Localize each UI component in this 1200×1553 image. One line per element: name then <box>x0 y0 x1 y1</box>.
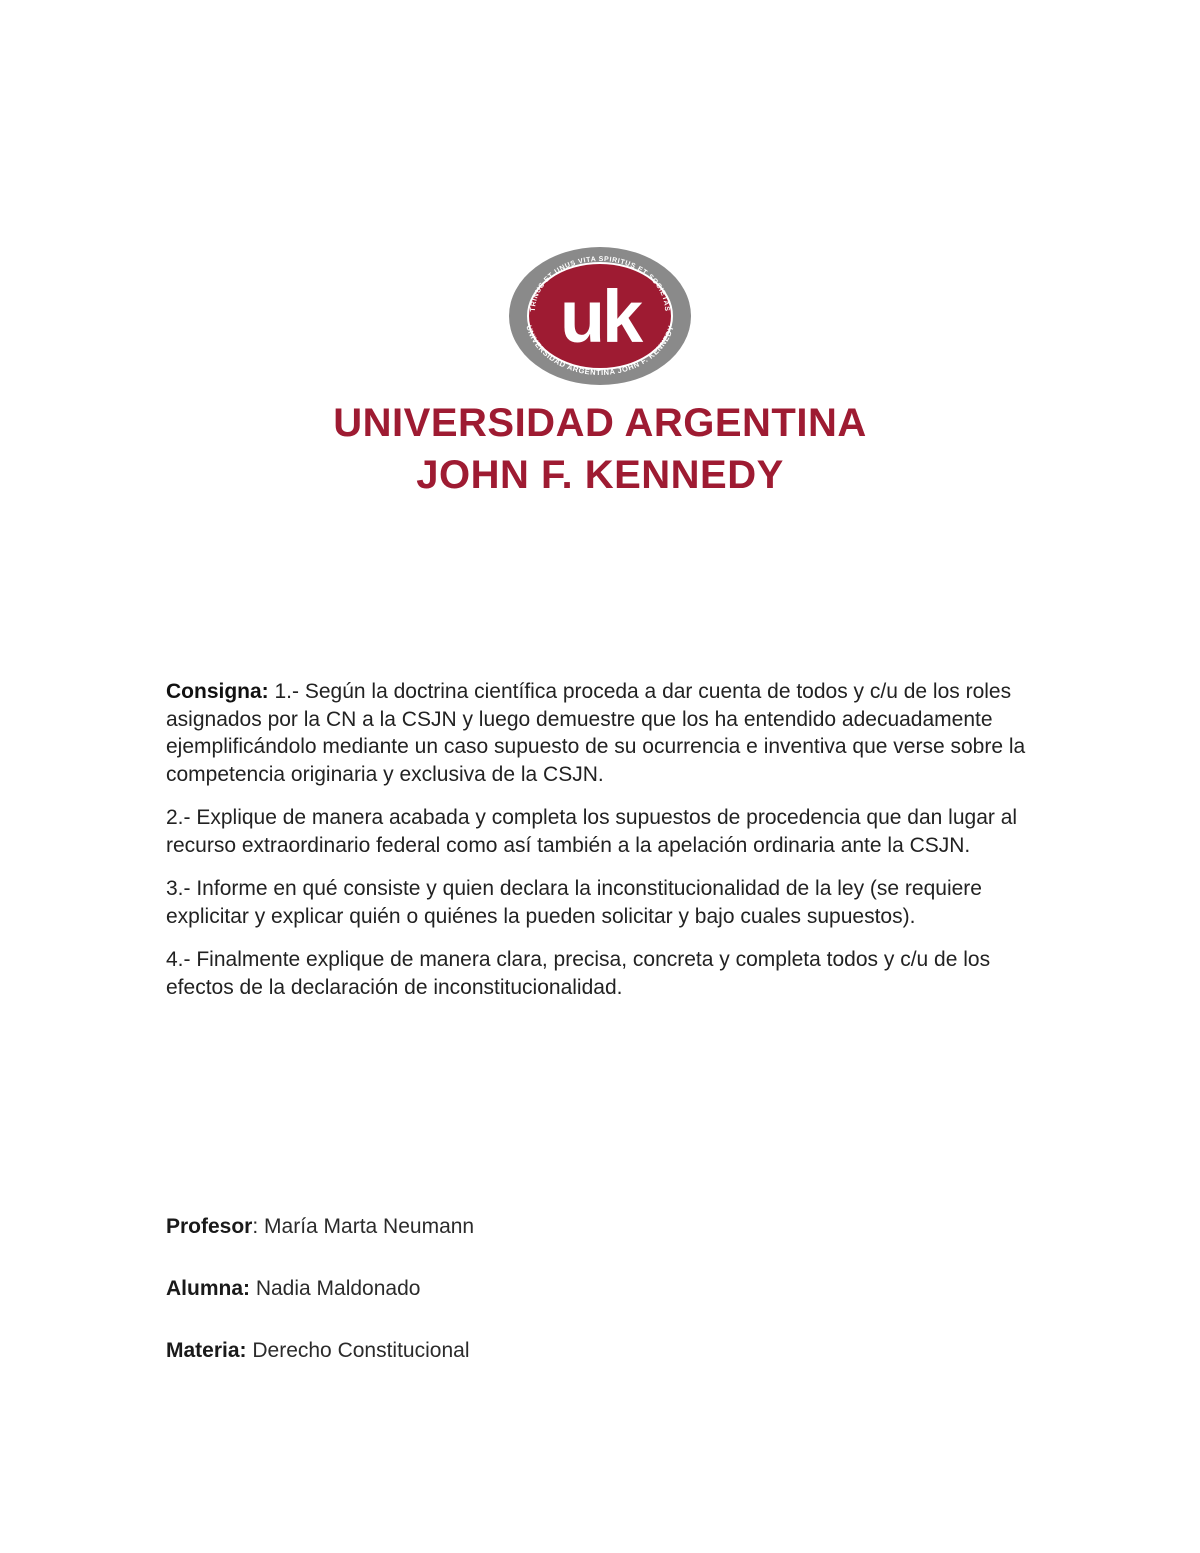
credits-block <box>166 1212 474 1398</box>
student-row <box>166 1274 474 1336</box>
student-name: Nadia Maldonado <box>250 1277 421 1300</box>
university-logo <box>0 245 1200 501</box>
question-3: 3.- Informe en qué consiste y quien declara la inconstitucionalidad de la ley (se requiere explicitar y explicar quién o quiénes la pueden solicitar y bajo cuales supuestos). <box>166 877 982 928</box>
svg-text:uk: uk <box>559 275 641 358</box>
university-name-line1: UNIVERSIDAD ARGENTINA <box>333 401 867 445</box>
professor-name: María Marta Neumann <box>264 1215 475 1238</box>
subject-name: Derecho Constitucional <box>246 1339 470 1362</box>
question-1-text: 1.- Según la doctrina científica proceda a dar cuenta de todos y c/u de los roles asignados por la CN a la CSJN y luego demuestre que los ha entendido adecuadamente ejemplificándolo mediante un caso supuesto de su ocurrencia e inventiva que verse sobre la competencia originaria y exclusiva de la CSJN. <box>166 680 1026 786</box>
university-seal-logo <box>507 245 693 387</box>
svg-text:TRINUS ET UNUS VITA SPIRITUS E: TRINUS ET UNUS VITA SPIRITUS ET SOCIETAS <box>529 255 671 312</box>
assignment-label: Consigna: <box>166 680 269 703</box>
question-4: 4.- Finalmente explique de manera clara, precisa, concreta y completa todos y c/u de los efectos de la declaración de inconstitucionalidad. <box>166 948 991 999</box>
professor-separator: : <box>252 1215 265 1238</box>
university-name <box>0 397 1200 501</box>
subject-row <box>166 1336 474 1398</box>
question-1 <box>166 678 1036 788</box>
student-label: Alumna: <box>166 1277 250 1300</box>
question-2: 2.- Explique de manera acabada y completa los supuestos de procedencia que dan lugar al recurso extraordinario federal como así también a la apelación ordinaria ante la CSJN. <box>166 806 1018 857</box>
professor-row <box>166 1212 474 1274</box>
assignment-instructions <box>166 678 1036 1017</box>
subject-label: Materia: <box>166 1339 247 1362</box>
university-name-line2: JOHN F. KENNEDY <box>416 453 784 497</box>
professor-label: Profesor <box>166 1215 253 1238</box>
svg-text:UNIVERSIDAD ARGENTINA JOHN F.: UNIVERSIDAD ARGENTINA JOHN F. KENNEDY <box>524 324 676 378</box>
